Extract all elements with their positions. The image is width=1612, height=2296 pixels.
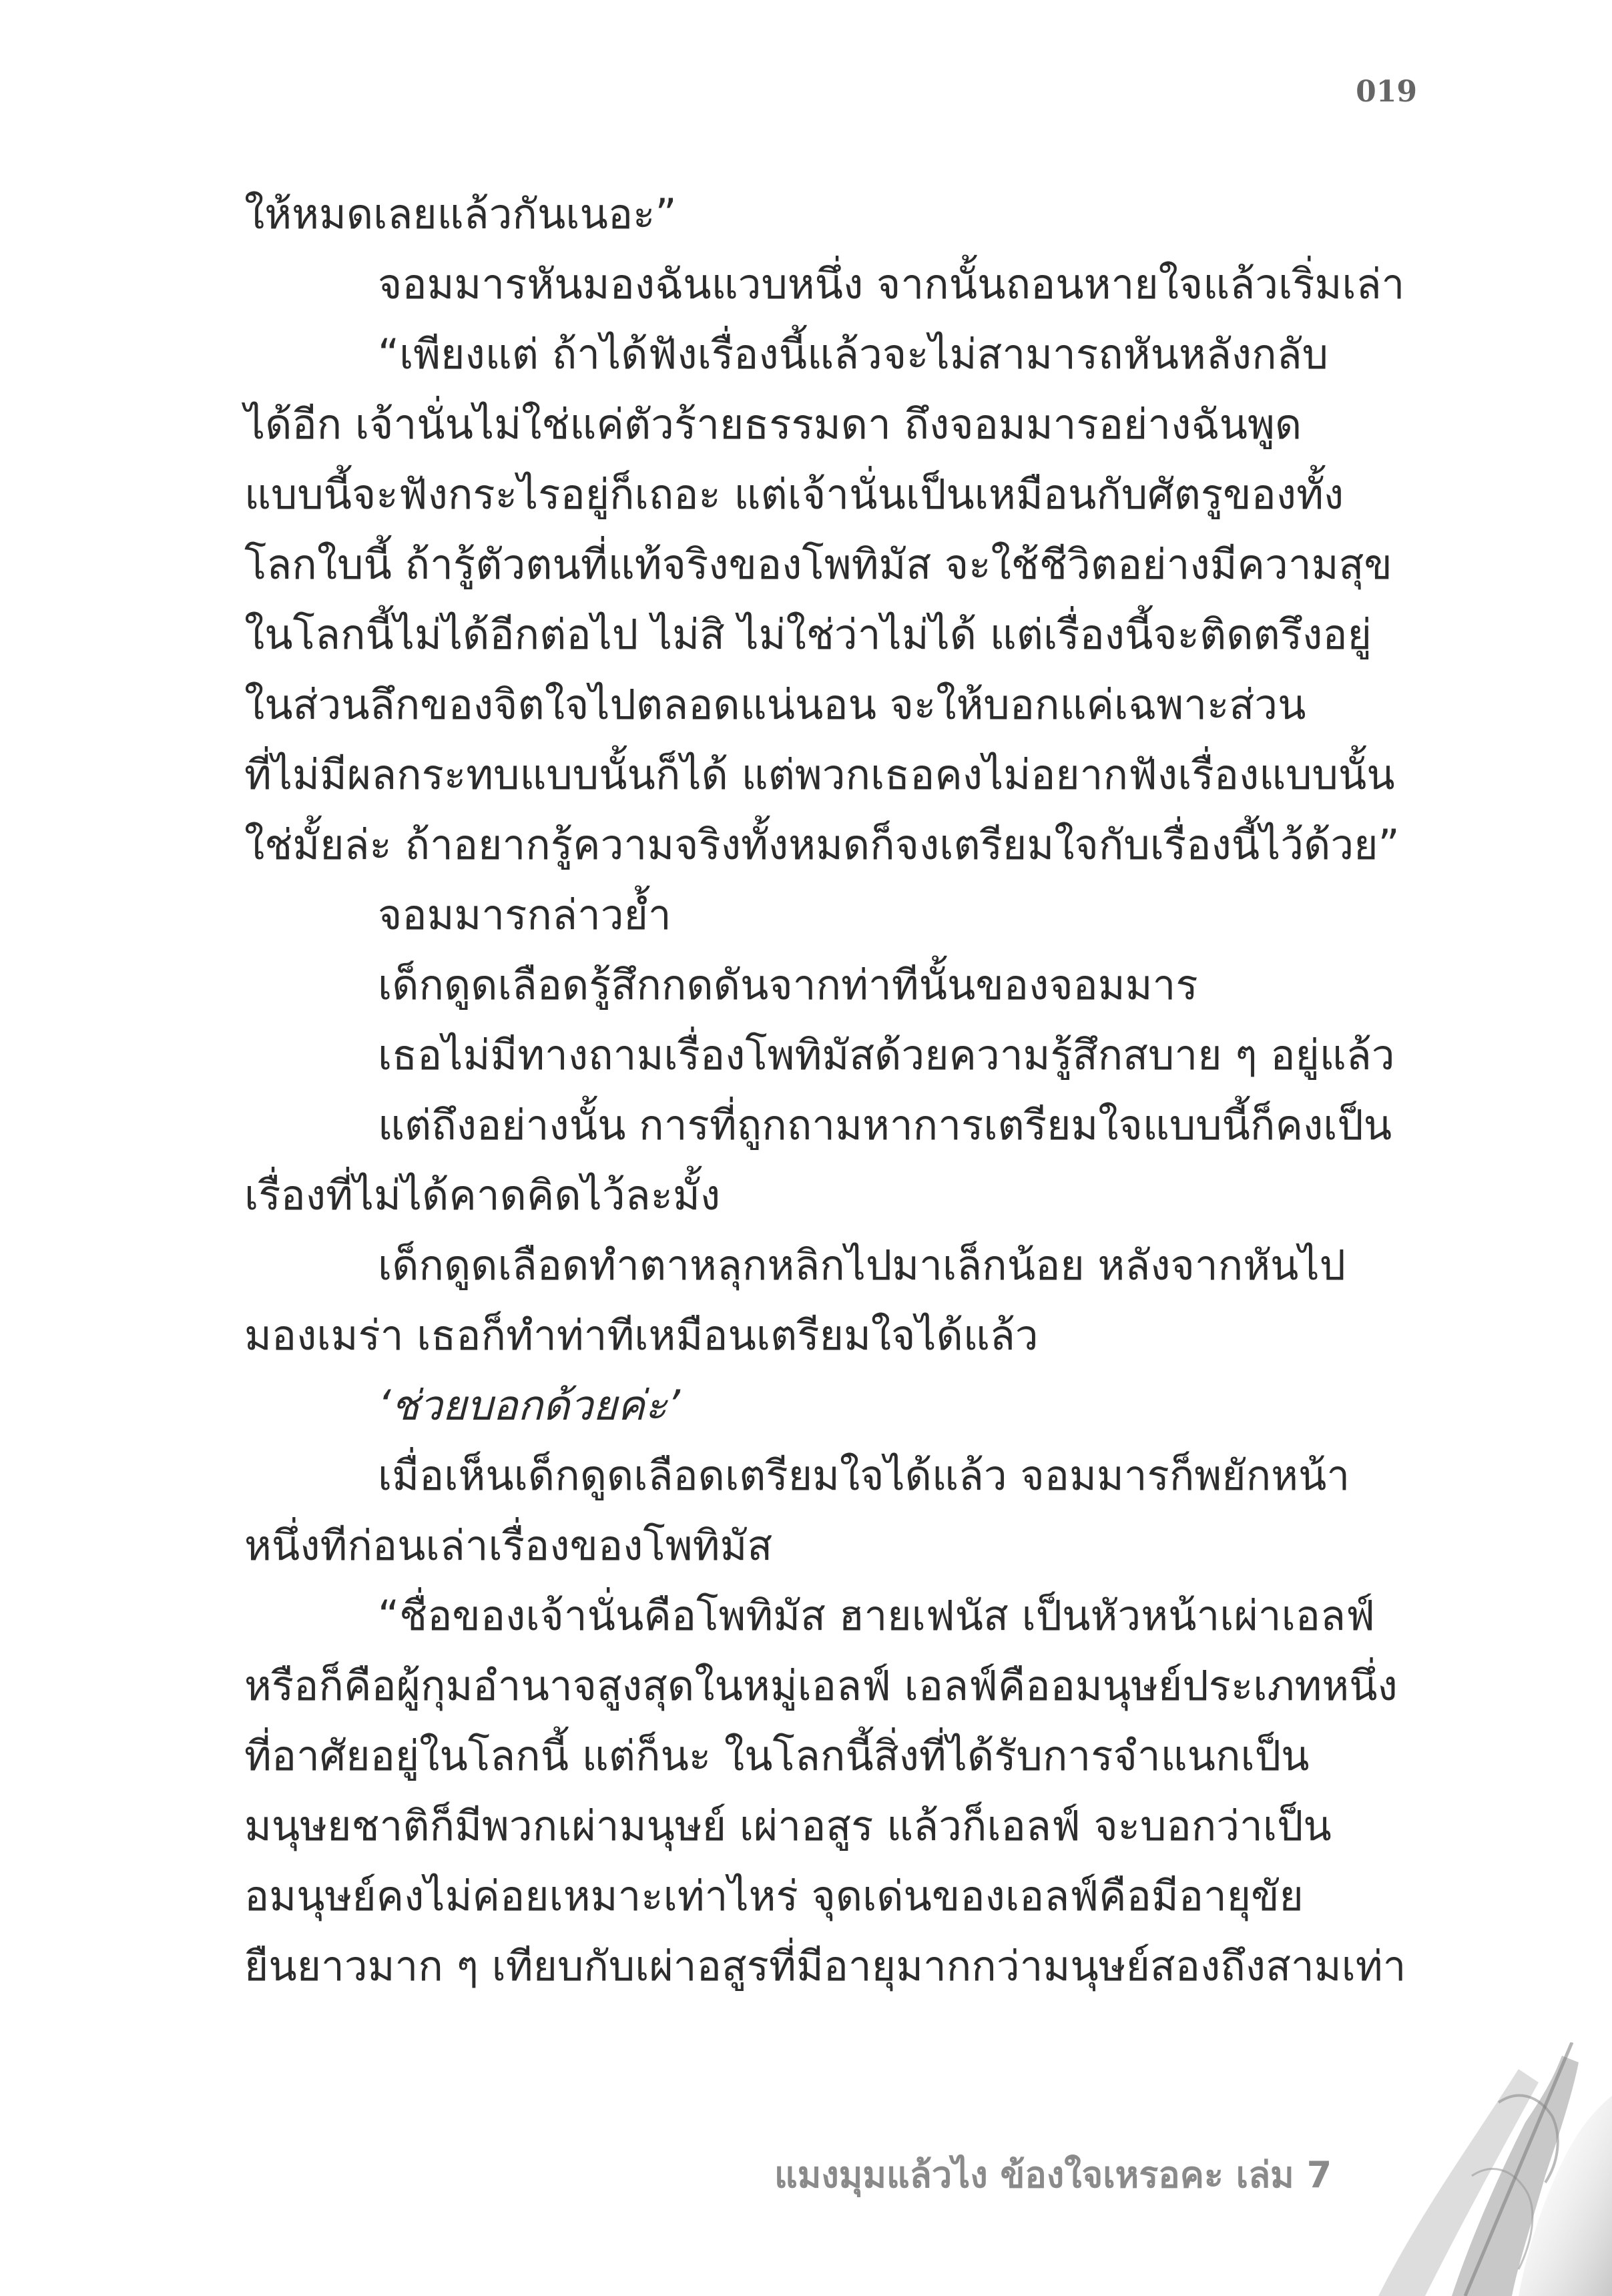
text-line: ได้อีก เจ้านั่นไม่ใช่แค่ตัวร้ายธรรมดา ถึงจอมมารอย่างฉันพูด	[244, 400, 1302, 449]
text-line: โลกใบนี้ ถ้ารู้ตัวตนที่แท้จริงของโพทิมัส จะใช้ชีวิตอย่างมีความสุข	[244, 540, 1392, 589]
page-number: 019	[1356, 75, 1417, 109]
text-line: จอมมารหันมองฉันแวบหนึ่ง จากนั้นถอนหายใจแล้วเริ่มเล่า	[378, 260, 1405, 308]
text-line: เรื่องที่ไม่ได้คาดคิดไว้ละมั้ง	[244, 1171, 721, 1219]
text-line: หนึ่งทีก่อนเล่าเรื่องของโพทิมัส	[244, 1521, 773, 1570]
text-line: ให้หมดเลยแล้วกันเนอะ”	[244, 190, 677, 238]
text-line: ‘ช่วยบอกด้วยค่ะ’	[378, 1381, 680, 1430]
text-line: อมนุษย์คงไม่ค่อยเหมาะเท่าไหร่ จุดเด่นของเอลฟ์คือมีอายุขัย	[244, 1872, 1304, 1920]
text-line: ที่ไม่มีผลกระทบแบบนั้นก็ได้ แต่พวกเธอคงไม่อยากฟังเรื่องแบบนั้น	[244, 750, 1395, 799]
text-line: ใช่มั้ยล่ะ ถ้าอยากรู้ความจริงทั้งหมดก็จงเตรียมใจกับเรื่องนี้ไว้ด้วย”	[244, 820, 1400, 869]
text-line: ที่อาศัยอยู่ในโลกนี้ แต่ก็นะ ในโลกนี้สิ่งที่ได้รับการจำแนกเป็น	[244, 1731, 1310, 1780]
text-line: หรือก็คือผู้กุมอำนาจสูงสุดในหมู่เอลฟ์ เอลฟ์คืออมนุษย์ประเภทหนึ่ง	[244, 1661, 1398, 1710]
text-line: เมื่อเห็นเด็กดูดเลือดเตรียมใจได้แล้ว จอมมารก็พยักหน้า	[378, 1451, 1350, 1500]
text-line: “ชื่อของเจ้านั่นคือโพทิมัส ฮายเฟนัส เป็นหัวหน้าเผ่าเอลฟ์	[378, 1591, 1375, 1640]
text-line: มนุษยชาติก็มีพวกเผ่ามนุษย์ เผ่าอสูร แล้วก็เอลฟ์ จะบอกว่าเป็น	[244, 1801, 1332, 1850]
book-title-footer: แมงมุมแล้วไง ข้องใจเหรอคะ เล่ม 7	[774, 2154, 1332, 2196]
text-line: ยืนยาวมาก ๆ เทียบกับเผ่าอสูรที่มีอายุมากกว่ามนุษย์สองถึงสามเท่า	[244, 1942, 1406, 1990]
text-line: เด็กดูดเลือดทำตาหลุกหลิกไปมาเล็กน้อย หลังจากหันไป	[378, 1241, 1346, 1289]
text-line: มองเมร่า เธอก็ทำท่าทีเหมือนเตรียมใจได้แล้ว	[244, 1311, 1039, 1360]
text-line: ในส่วนลึกของจิตใจไปตลอดแน่นอน จะให้บอกแค่เฉพาะส่วน	[244, 680, 1306, 729]
body-text	[244, 179, 1419, 2001]
text-line: จอมมารกล่าวย้ำ	[378, 890, 671, 939]
text-line: เด็กดูดเลือดรู้สึกกดดันจากท่าทีนั้นของจอมมาร	[378, 960, 1198, 1009]
text-line: “เพียงแต่ ถ้าได้ฟังเรื่องนี้แล้วจะไม่สามารถหันหลังกลับ	[378, 330, 1328, 378]
text-line: เธอไม่มีทางถามเรื่องโพทิมัสด้วยความรู้สึกสบาย ๆ อยู่แล้ว	[378, 1031, 1395, 1079]
text-line: ในโลกนี้ไม่ได้อีกต่อไป ไม่สิ ไม่ใช่ว่าไม่ได้ แต่เรื่องนี้จะติดตรึงอยู่	[244, 610, 1372, 659]
text-line: แบบนี้จะฟังกระไรอยู่ก็เถอะ แต่เจ้านั่นเป็นเหมือนกับศัตรูของทั้ง	[244, 470, 1344, 519]
text-line: แต่ถึงอย่างนั้น การที่ถูกถามหาการเตรียมใจแบบนี้ก็คงเป็น	[378, 1101, 1392, 1149]
corner-illustration	[1298, 2042, 1612, 2296]
